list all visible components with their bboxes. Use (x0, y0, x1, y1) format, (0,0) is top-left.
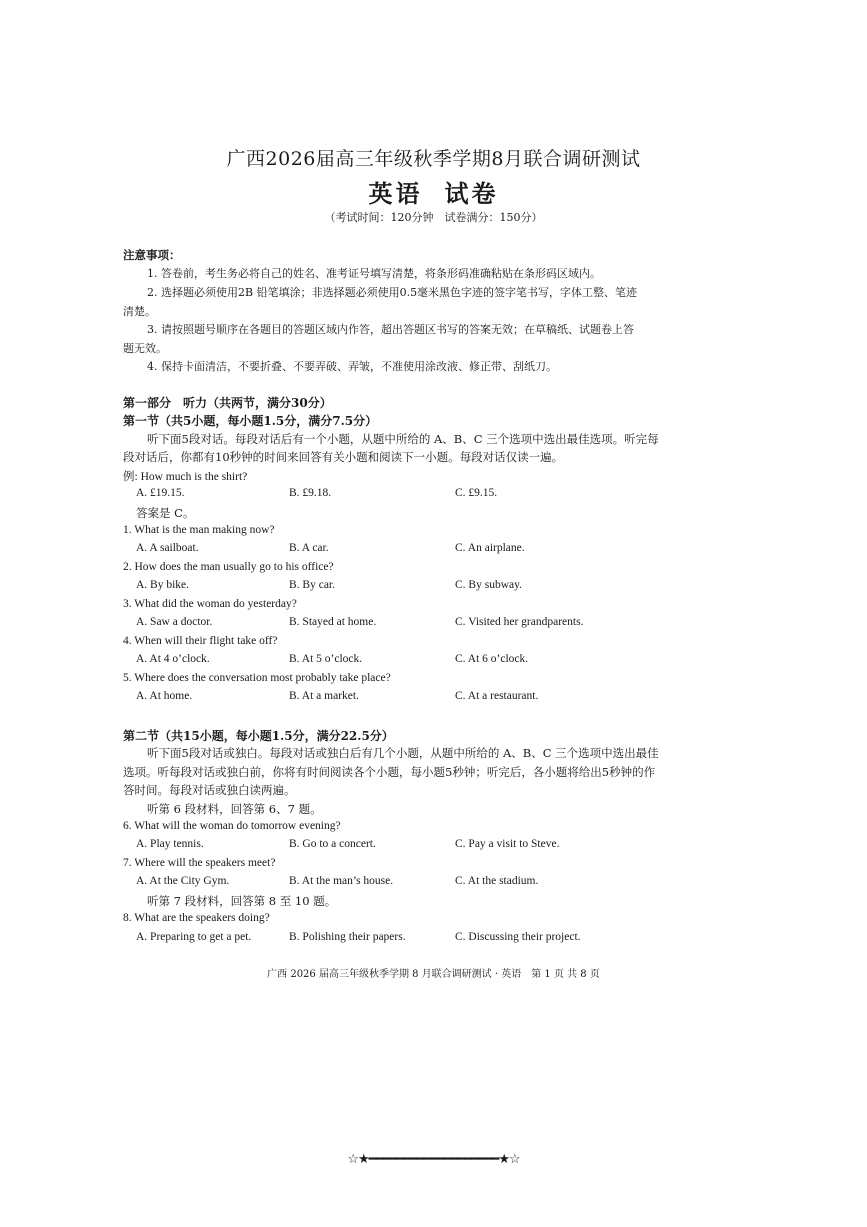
question-2-option-c[interactable]: C. By subway. (455, 579, 522, 591)
question-5: 5. Where does the conversation most probably take place? (123, 672, 391, 684)
question-2: 2. How does the man usually go to his office? (123, 561, 334, 573)
note-item-4: 4. 保持卡面清洁，不要折叠、不要弄破、弄皱，不准使用涂改液、修正带、刮纸刀。 (147, 360, 557, 373)
paper-label: 试卷 (444, 179, 499, 208)
question-7-option-c[interactable]: C. At the stadium. (455, 875, 539, 887)
question-4-option-a[interactable]: A. At 4 o’clock. (136, 653, 210, 665)
example-option-b: B. £9.18. (289, 487, 332, 499)
note-item-2: 2. 选择题必须使用2B 铅笔填涂；非选择题必须使用0.5毫米黑色字迹的签字笔书写，字体工整、笔迹 (147, 286, 638, 299)
part1-heading: 第一部分 听力（共两节，满分30分） (123, 396, 332, 410)
section2-instructions: 听下面5段对话或独白。每段对话或独白后有几个小题，从题中所给的 A、B、C 三个选项中选出最佳 (147, 746, 659, 760)
question-5-option-a[interactable]: A. At home. (136, 690, 193, 702)
question-1: 1. What is the man making now? (123, 524, 275, 536)
material-6-note: 听第 6 段材料，回答第 6、7 题。 (147, 802, 322, 816)
question-1-option-a[interactable]: A. A sailboat. (136, 542, 199, 554)
question-2-option-b[interactable]: B. By car. (289, 579, 335, 591)
question-1-option-b[interactable]: B. A car. (289, 542, 329, 554)
question-2-option-a[interactable]: A. By bike. (136, 579, 190, 591)
note-item-2-cont: 清楚。 (123, 305, 156, 318)
subject-name: 英语 (368, 179, 423, 208)
question-8: 8. What are the speakers doing? (123, 912, 270, 924)
section1-instructions-cont: 段对话后，你都有10秒钟的时间来回答有关小题和阅读下一小题。每段对话仅读一遍。 (123, 450, 564, 464)
question-4-option-c[interactable]: C. At 6 o’clock. (455, 653, 529, 665)
question-4-option-b[interactable]: B. At 5 o’clock. (289, 653, 363, 665)
material-7-note: 听第 7 段材料，回答第 8 至 10 题。 (147, 894, 337, 908)
exam-info: （考试时间：120分钟 试卷满分：150分） (324, 211, 543, 224)
question-8-option-a[interactable]: A. Preparing to get a pet. (136, 931, 252, 943)
question-7-option-a[interactable]: A. At the City Gym. (136, 875, 230, 887)
exam-title: 广西2026届高三年级秋季学期8月联合调研测试 (226, 148, 641, 170)
question-6: 6. What will the woman do tomorrow evening? (123, 820, 341, 832)
question-4: 4. When will their flight take off? (123, 635, 278, 647)
note-item-3: 3. 请按照题号顺序在各题目的答题区域内作答，超出答题区书写的答案无效；在草稿纸、试题卷上答 (147, 323, 634, 336)
question-6-option-a[interactable]: A. Play tennis. (136, 838, 204, 850)
question-7-option-b[interactable]: B. At the man’s house. (289, 875, 394, 887)
page-footer: 广西 2026 届高三年级秋季学期 8 月联合调研测试 · 英语 第 1 页 共 8 页 (267, 969, 600, 980)
question-5-option-c[interactable]: C. At a restaurant. (455, 690, 539, 702)
question-7: 7. Where will the speakers meet? (123, 857, 276, 869)
example-option-a: A. £19.15. (136, 487, 185, 499)
question-8-option-b[interactable]: B. Polishing their papers. (289, 931, 406, 943)
notes-heading: 注意事项： (123, 248, 181, 262)
question-8-option-c[interactable]: C. Discussing their project. (455, 931, 581, 943)
section2-instructions-end: 答时间。每段对话或独白读两遍。 (123, 783, 296, 797)
section2-instructions-cont: 选项。听每段对话或独白前，你将有时间阅读各个小题，每小题5秒钟；听完后，各小题将给出5秒钟的作 (123, 765, 656, 779)
question-5-option-b[interactable]: B. At a market. (289, 690, 359, 702)
question-3: 3. What did the woman do yesterday? (123, 598, 297, 610)
example-question: 例: How much is the shirt? (123, 471, 248, 483)
note-item-3-cont: 题无效。 (123, 342, 167, 355)
section2-heading: 第二节（共15小题，每小题1.5分，满分22.5分） (123, 729, 394, 743)
section1-instructions: 听下面5段对话。每段对话后有一个小题，从题中所给的 A、B、C 三个选项中选出最佳选项。听完每 (147, 432, 659, 446)
example-answer: 答案是 C。 (136, 506, 195, 520)
question-6-option-b[interactable]: B. Go to a concert. (289, 838, 376, 850)
section1-heading: 第一节（共5小题，每小题1.5分，满分7.5分） (123, 414, 378, 428)
question-3-option-a[interactable]: A. Saw a doctor. (136, 616, 213, 628)
subject-title (0, 174, 867, 209)
note-item-1: 1. 答卷前，考生务必将自己的姓名、准考证号填写清楚，将条形码准确粘贴在条形码区域内。 (147, 267, 601, 280)
example-option-c: C. £9.15. (455, 487, 498, 499)
question-3-option-c[interactable]: C. Visited her grandparents. (455, 616, 584, 628)
star-divider: ☆★━━━━━━━━━━━━━━━━━━━★☆ (347, 1152, 520, 1167)
question-6-option-c[interactable]: C. Pay a visit to Steve. (455, 838, 560, 850)
question-3-option-b[interactable]: B. Stayed at home. (289, 616, 377, 628)
question-1-option-c[interactable]: C. An airplane. (455, 542, 525, 554)
